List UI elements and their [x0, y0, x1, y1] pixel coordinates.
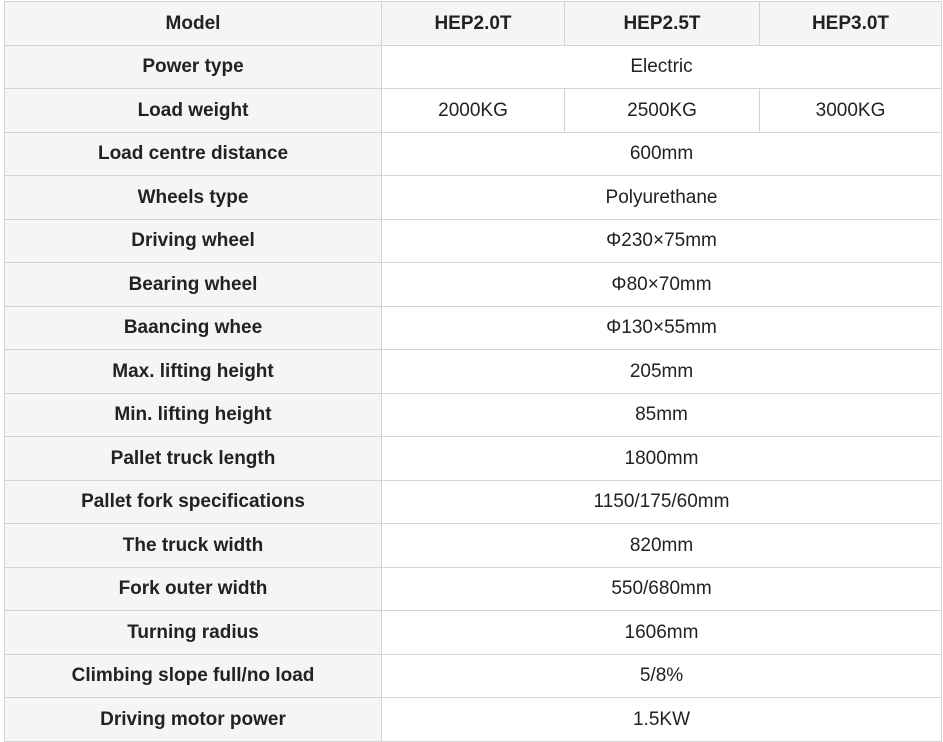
row-label: Load centre distance [5, 132, 382, 176]
table-row [5, 176, 942, 220]
row-value-hep25: 2500KG [565, 89, 760, 133]
row-label: Load weight [5, 89, 382, 133]
row-value: Φ80×70mm [382, 263, 942, 307]
row-label: Bearing wheel [5, 263, 382, 307]
table-row [5, 393, 942, 437]
header-label: Model [5, 2, 382, 46]
row-value-hep30: 3000KG [760, 89, 942, 133]
row-value: 1.5KW [382, 698, 942, 742]
table-row [5, 89, 942, 133]
table-row [5, 437, 942, 481]
row-label: Min. lifting height [5, 393, 382, 437]
row-value: 1606mm [382, 611, 942, 655]
table-row [5, 567, 942, 611]
table-row [5, 611, 942, 655]
table-row [5, 698, 942, 742]
row-label: Baancing whee [5, 306, 382, 350]
row-value: 820mm [382, 524, 942, 568]
row-label: Pallet truck length [5, 437, 382, 481]
row-label: Max. lifting height [5, 350, 382, 394]
table-row [5, 45, 942, 89]
row-label: Climbing slope full/no load [5, 654, 382, 698]
table-row [5, 480, 942, 524]
row-label: Fork outer width [5, 567, 382, 611]
row-value: 550/680mm [382, 567, 942, 611]
row-value: Φ230×75mm [382, 219, 942, 263]
table-row [5, 654, 942, 698]
row-value: 600mm [382, 132, 942, 176]
row-value: 205mm [382, 350, 942, 394]
row-value: Electric [382, 45, 942, 89]
table-row [5, 219, 942, 263]
table-row [5, 524, 942, 568]
row-label: Wheels type [5, 176, 382, 220]
row-value: 85mm [382, 393, 942, 437]
table-row [5, 263, 942, 307]
row-value-hep20: 2000KG [382, 89, 565, 133]
row-value: Φ130×55mm [382, 306, 942, 350]
row-value: 1800mm [382, 437, 942, 481]
header-model-hep20: HEP2.0T [382, 2, 565, 46]
row-label: Power type [5, 45, 382, 89]
row-value: 5/8% [382, 654, 942, 698]
row-label: Driving wheel [5, 219, 382, 263]
header-model-hep30: HEP3.0T [760, 2, 942, 46]
row-label: Turning radius [5, 611, 382, 655]
table-row [5, 350, 942, 394]
header-model-hep25: HEP2.5T [565, 2, 760, 46]
table-row [5, 132, 942, 176]
table-row [5, 306, 942, 350]
row-value: 1150/175/60mm [382, 480, 942, 524]
row-label: The truck width [5, 524, 382, 568]
table-header-row [5, 2, 942, 46]
spec-table [4, 1, 942, 742]
row-label: Pallet fork specifications [5, 480, 382, 524]
row-value: Polyurethane [382, 176, 942, 220]
row-label: Driving motor power [5, 698, 382, 742]
